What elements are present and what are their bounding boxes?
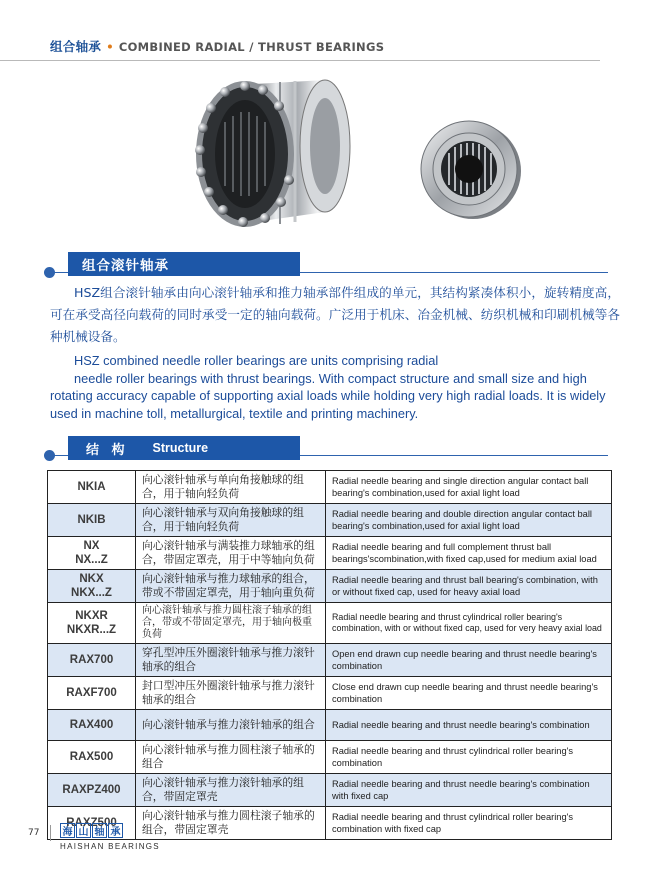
footer-divider	[50, 825, 51, 841]
row-desc-cn: 向心滚针轴承与推力滚针轴承的组合，带固定罩壳	[136, 774, 326, 807]
row-desc-en: Radial needle bearing and full complement thrust ball bearings'scombination,with fixed cap,used for medium axial load	[326, 537, 612, 570]
row-code: RAXF700	[48, 677, 136, 710]
row-code: RAXZ500	[48, 807, 136, 840]
page-number: 77	[28, 828, 40, 838]
row-desc-cn: 向心滚针轴承与推力圆柱滚子轴承的组合，带或不带固定罩壳，用于轴向极重负荷	[136, 603, 326, 644]
row-desc-cn: 封口型冲压外圈滚针轴承与推力滚针轴承的组合	[136, 677, 326, 710]
row-desc-en: Open end drawn cup needle bearing and thrust needle bearing's combination	[326, 644, 612, 677]
row-code: NX NX...Z	[48, 537, 136, 570]
table-row	[48, 471, 612, 504]
row-desc-cn: 向心滚针轴承与单向角接触球的组合，用于轴向轻负荷	[136, 471, 326, 504]
structure-table	[47, 470, 612, 840]
row-desc-cn: 向心滚针轴承与推力滚针轴承的组合	[136, 710, 326, 741]
page-header	[50, 37, 384, 55]
table-row	[48, 570, 612, 603]
row-desc-en: Radial needle bearing and single direction angular contact ball bearing's combination,used for axial light load	[326, 471, 612, 504]
table-row	[48, 710, 612, 741]
intro-cn	[50, 282, 620, 348]
section2-title-box	[68, 436, 300, 460]
row-desc-en: Close end drawn cup needle bearing and thrust needle bearing's combination	[326, 677, 612, 710]
row-code: NKXR NKXR...Z	[48, 603, 136, 644]
row-desc-cn: 向心滚针轴承与满装推力球轴承的组合，带固定罩壳，用于中等轴向负荷	[136, 537, 326, 570]
row-code: RAX700	[48, 644, 136, 677]
drawn-cup-bearing-photo	[415, 115, 523, 223]
header-rule	[0, 60, 600, 61]
intro-en-rest: needle roller bearings with thrust bearings. With compact structure and small size and high rotating accuracy capable of supporting axial loads while holding very high radial loads. It is widely used in machine toll, metallurgical, textile and printing machinery.	[50, 370, 606, 421]
logo-char: 海	[60, 823, 75, 838]
section1-title-box	[68, 252, 300, 276]
intro-en	[50, 352, 622, 422]
header-separator: •	[106, 40, 114, 54]
row-desc-cn: 向心滚针轴承与推力圆柱滚子轴承的组合，带固定罩壳	[136, 807, 326, 840]
logo-char: 山	[76, 823, 91, 838]
row-desc-cn: 穿孔型冲压外圈滚针轴承与推力滚针轴承的组合	[136, 644, 326, 677]
row-code: NKX NKX...Z	[48, 570, 136, 603]
row-desc-en: Radial needle bearing and thrust needle bearing's combination with fixed cap	[326, 774, 612, 807]
row-desc-cn: 向心滚针轴承与推力圆柱滚子轴承的组合	[136, 741, 326, 774]
row-desc-cn: 向心滚针轴承与双向角接触球的组合，用于轴向轻负荷	[136, 504, 326, 537]
row-code: RAXPZ400	[48, 774, 136, 807]
row-desc-en: Radial needle bearing and thrust needle bearing's combination	[326, 710, 612, 741]
table-row	[48, 537, 612, 570]
table-row	[48, 504, 612, 537]
header-title-en: COMBINED RADIAL / THRUST BEARINGS	[118, 40, 385, 54]
row-desc-en: Radial needle bearing and thrust cylindrical roller bearing's combination	[326, 741, 612, 774]
row-desc-en: Radial needle bearing and thrust cylindrical roller bearing's combination with fixed cap	[326, 807, 612, 840]
combined-bearing-photo	[185, 72, 360, 232]
table-row	[48, 807, 612, 840]
intro-cn-text: HSZ组合滚针轴承由向心滚针轴承和推力轴承部件组成的单元，其结构紧凑体积小，旋转精度高，可在承受高径向载荷的同时承受一定的轴向载荷。广泛用于机床、冶金机械、纺织机械和印刷机械等各种机械设备。	[50, 285, 620, 344]
intro-en-line1: HSZ combined needle roller bearings are units comprising radial	[74, 353, 439, 368]
section2-title-cn: 结 构	[86, 442, 129, 458]
brand-logo	[60, 823, 123, 838]
table-row	[48, 774, 612, 807]
row-desc-en: Radial needle bearing and thrust cylindrical roller bearing's combination, with or without fixed cap, used for very heavy axial load	[326, 603, 612, 644]
section2-bullet	[44, 450, 55, 461]
header-title-cn: 组合轴承	[50, 39, 102, 54]
section1-bullet	[44, 267, 55, 278]
table-row	[48, 677, 612, 710]
row-desc-en: Radial needle bearing and double direction angular contact ball bearing's combination,used for axial light load	[326, 504, 612, 537]
section2-title-en: Structure	[152, 441, 209, 455]
row-desc-cn: 向心滚针轴承与推力球轴承的组合，带或不带固定罩壳，用于轴向重负荷	[136, 570, 326, 603]
row-code: RAX500	[48, 741, 136, 774]
row-code: RAX400	[48, 710, 136, 741]
section1-title: 组合滚针轴承	[82, 258, 169, 274]
row-desc-en: Radial needle bearing and thrust ball bearing's combination, with or without fixed cap, used for heavy axial load	[326, 570, 612, 603]
row-code: NKIB	[48, 504, 136, 537]
row-code: NKIA	[48, 471, 136, 504]
table-row	[48, 741, 612, 774]
logo-char: 承	[108, 823, 123, 838]
brand-name-en: HAISHAN BEARINGS	[60, 842, 160, 851]
logo-char: 轴	[92, 823, 107, 838]
table-row	[48, 644, 612, 677]
table-row	[48, 603, 612, 644]
